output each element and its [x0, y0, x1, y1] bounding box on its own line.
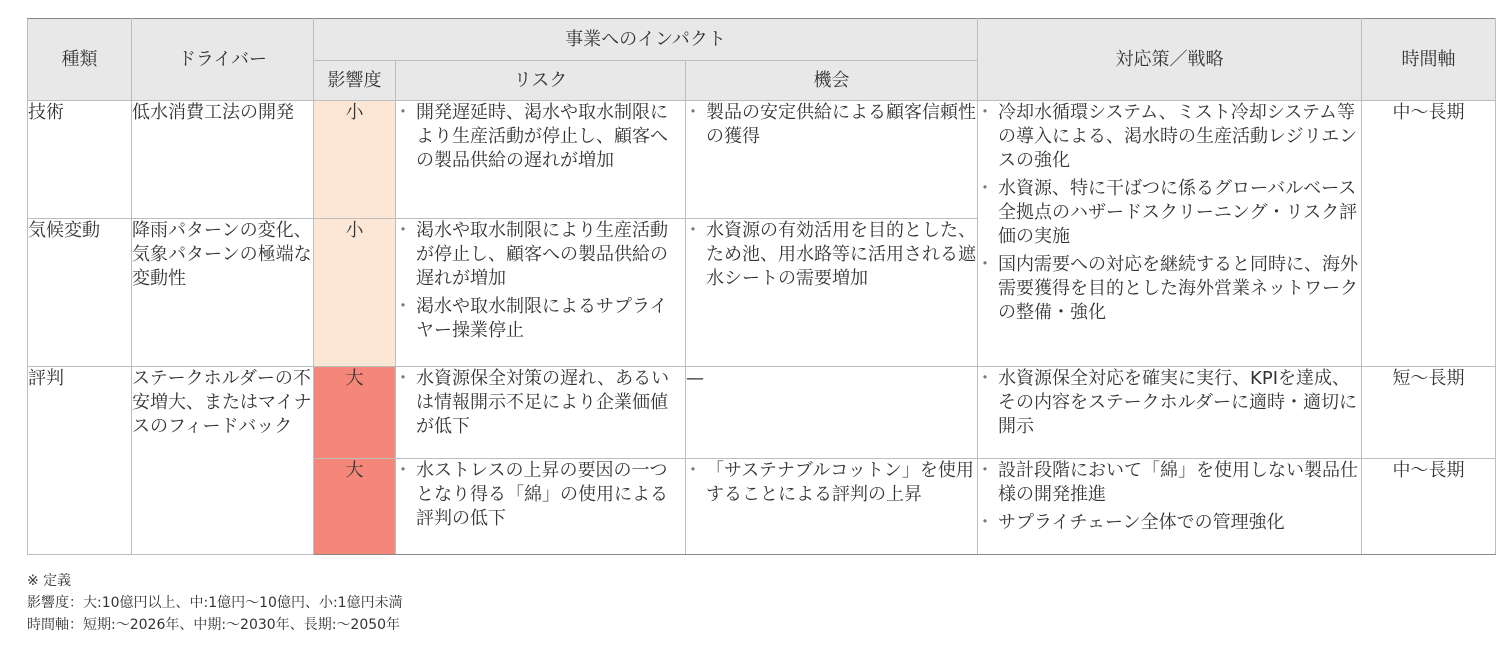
header-strategy: 対応策／戦略	[978, 19, 1362, 101]
strategy-item: ・ 国内需要への対応を継続すると同時に、海外需要獲得を目的とした海外営業ネットワークの整備・強化	[978, 253, 1361, 325]
impact-level-cell: 小	[314, 219, 396, 367]
risk-cell	[396, 219, 686, 367]
risk-cell	[396, 101, 686, 219]
notes-title: ※ 定義	[27, 573, 72, 589]
strategy-item: ・ 水資源、特に干ばつに係るグローバルベース全拠点のハザードスクリーニング・リスク評価の実施	[978, 177, 1361, 249]
impact-level-cell: 大	[314, 367, 396, 459]
table-row	[28, 367, 1496, 459]
header-timeline: 時間軸	[1362, 19, 1496, 101]
impact-definition: 影響度：大:10億円以上、中:1億円〜10億円、小:1億円未満	[27, 595, 403, 611]
type-cell: 技術	[28, 101, 132, 219]
risk-table	[27, 18, 1496, 555]
strategy-item: ・ 設計段階において「綿」を使用しない製品仕様の開発推進	[978, 459, 1361, 507]
strategy-item: ・ 水資源保全対応を確実に実行、KPIを達成、その内容をステークホルダーに適時・適切に開示	[978, 367, 1361, 439]
header-opportunity: 機会	[686, 61, 978, 101]
driver-cell: 低水消費工法の開発	[132, 101, 314, 219]
risk-item: ・ 渇水や取水制限によるサプライヤー操業停止	[396, 295, 685, 343]
definition-notes	[27, 570, 403, 636]
header-impact-level: 影響度	[314, 61, 396, 101]
impact-level-cell: 大	[314, 459, 396, 555]
opportunity-item: ・ 「サステナブルコットン」を使用することによる評判の上昇	[686, 459, 977, 507]
type-cell: 評判	[28, 367, 132, 555]
driver-cell: ステークホルダーの不安増大、またはマイナスのフィードバック	[132, 367, 314, 555]
header-type: 種類	[28, 19, 132, 101]
strategy-cell	[978, 459, 1362, 555]
risk-item: ・ 水資源保全対策の遅れ、あるいは情報開示不足により企業価値が低下	[396, 367, 685, 439]
risk-cell	[396, 367, 686, 459]
risk-item: ・ 開発遅延時、渇水や取水制限により生産活動が停止し、顧客への製品供給の遅れが増加	[396, 101, 685, 173]
strategy-cell	[978, 367, 1362, 459]
timeline-cell: 中〜長期	[1362, 459, 1496, 555]
opportunity-cell: —	[686, 367, 978, 459]
strategy-item: ・ サプライチェーン全体での管理強化	[978, 511, 1361, 535]
timeline-definition: 時間軸：短期:〜2026年、中期:〜2030年、長期:〜2050年	[27, 617, 401, 633]
timeline-cell: 短〜長期	[1362, 367, 1496, 459]
risk-cell	[396, 459, 686, 555]
impact-level-cell: 小	[314, 101, 396, 219]
header-impact-group: 事業へのインパクト	[314, 19, 978, 61]
header-driver: ドライバー	[132, 19, 314, 101]
opportunity-cell	[686, 459, 978, 555]
table-row	[28, 101, 1496, 219]
risk-item: ・ 水ストレスの上昇の要因の一つとなり得る「綿」の使用による評判の低下	[396, 459, 685, 531]
strategy-cell	[978, 101, 1362, 367]
driver-cell: 降雨パターンの変化、気象パターンの極端な変動性	[132, 219, 314, 367]
opportunity-item: ・ 水資源の有効活用を目的とした、ため池、用水路等に活用される遮水シートの需要増加	[686, 219, 977, 291]
type-cell: 気候変動	[28, 219, 132, 367]
timeline-cell: 中〜長期	[1362, 101, 1496, 367]
strategy-item: ・ 冷却水循環システム、ミスト冷却システム等の導入による、渇水時の生産活動レジリエンスの強化	[978, 101, 1361, 173]
opportunity-cell	[686, 219, 978, 367]
opportunity-cell	[686, 101, 978, 219]
risk-item: ・ 渇水や取水制限により生産活動が停止し、顧客への製品供給の遅れが増加	[396, 219, 685, 291]
opportunity-item: ・ 製品の安定供給による顧客信頼性の獲得	[686, 101, 977, 149]
header-risk: リスク	[396, 61, 686, 101]
